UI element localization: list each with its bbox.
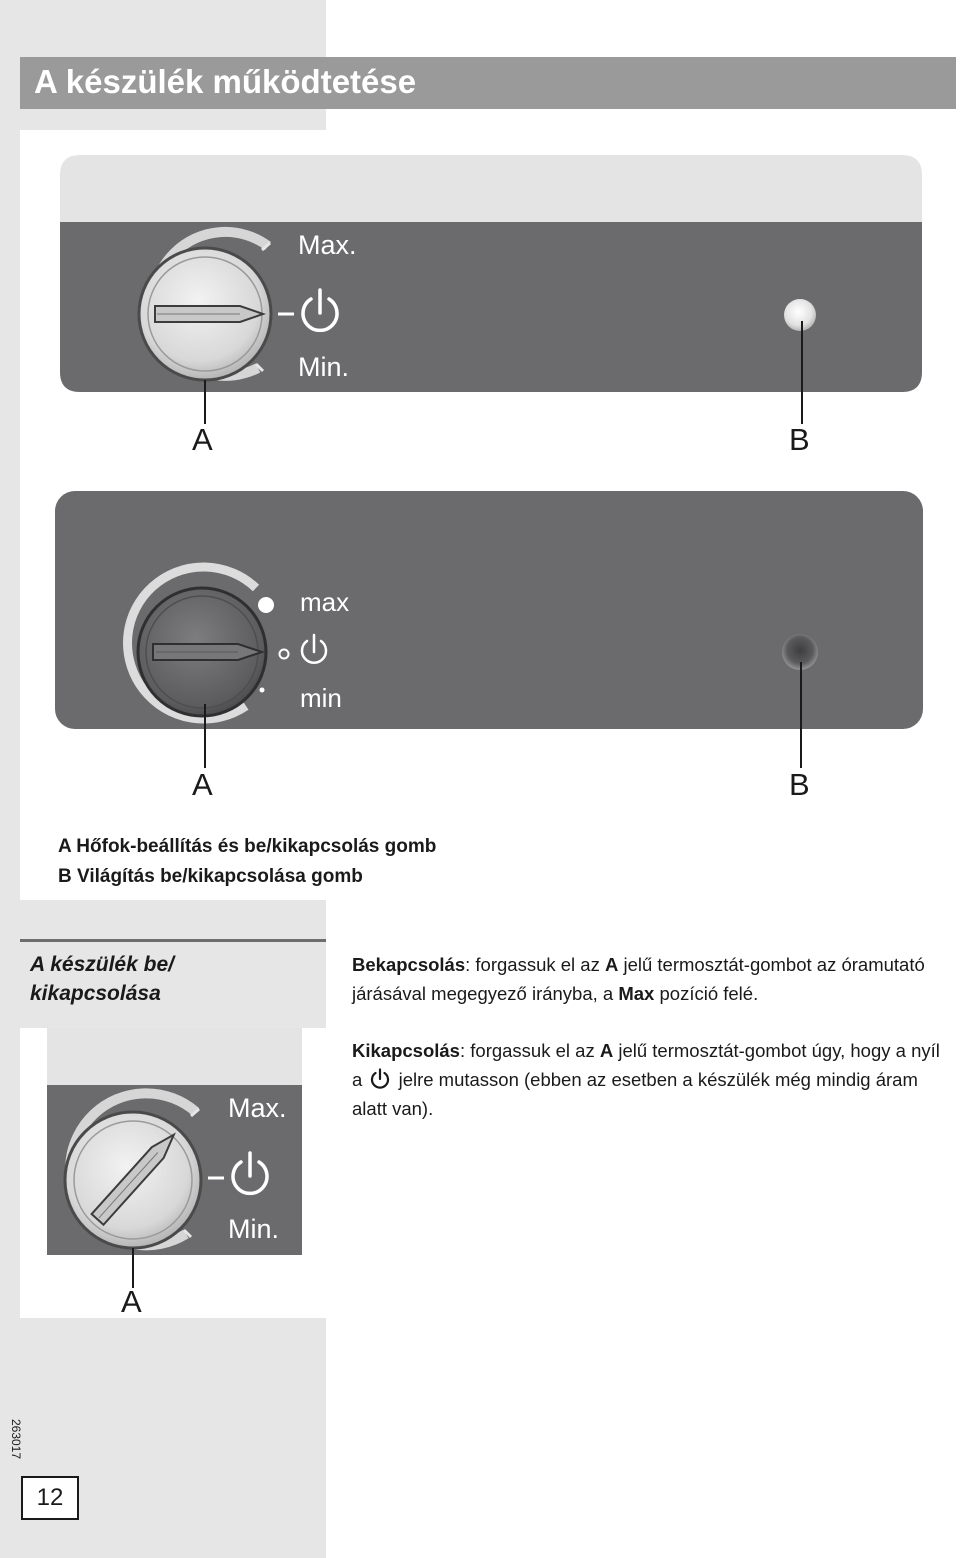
diagram3-min-label: Min. (228, 1214, 280, 1244)
switch-off-text-1: : forgassuk el az (459, 1040, 600, 1061)
switch-off-knob-ref: A (599, 1040, 614, 1061)
diagram2-min-label: min (300, 683, 342, 713)
diagram3-callout-a: A (121, 1284, 142, 1319)
diagram1-callout-b: B (789, 422, 810, 457)
page-title: A készülék működtetése (34, 63, 417, 100)
switch-on-text-2: jelű termosztát-gombot az óramutató járásával megegyező irányba, a (352, 954, 925, 1004)
page-number: 12 (21, 1476, 79, 1520)
switch-on-label: Bekapcsolás (352, 954, 466, 975)
switch-off-text-3: jelre mutasson (ebben az esetben a készülék még mindig áram alatt van). (352, 1069, 918, 1119)
legend-line-a: A Hőfok-beállítás és be/kikapcsolás gomb (58, 836, 437, 857)
diagram2-callout-a: A (192, 767, 213, 802)
section-title-line2: kikapcsolása (30, 982, 161, 1005)
paragraph-switch-off (352, 1036, 942, 1123)
light-button-icon (784, 299, 816, 331)
switch-off-text-2: jelű termosztát-gombot úgy, hogy a nyíl a (352, 1040, 940, 1090)
paragraph-switch-on (352, 950, 942, 1008)
switch-on-max-ref: Max (618, 983, 655, 1004)
switch-off-label: Kikapcsolás (352, 1040, 460, 1061)
section-divider (20, 939, 326, 942)
diagram1-min-label: Min. (298, 352, 350, 382)
switch-on-text-3: pozíció felé. (654, 983, 759, 1004)
document-code: 263017 (9, 1418, 23, 1460)
section-title-line1: A készülék be/ (30, 953, 174, 976)
power-icon (367, 1068, 393, 1090)
diagram2-callout-b: B (789, 767, 810, 802)
legend-line-b: B Világítás be/kikapcsolása gomb (58, 866, 363, 887)
switch-on-text-1: : forgassuk el az (465, 954, 605, 975)
switch-on-knob-ref: A (604, 954, 619, 975)
diagram-panel-2 (55, 491, 923, 768)
diagram1-callout-a: A (192, 422, 213, 457)
diagram1-max-label: Max. (298, 230, 357, 260)
diagram-panel-1 (60, 155, 922, 424)
diagram2-max-label: max (300, 587, 350, 617)
diagram3-max-label: Max. (228, 1093, 287, 1123)
diagram-panel-3 (47, 1028, 302, 1288)
section-title (30, 950, 310, 1008)
